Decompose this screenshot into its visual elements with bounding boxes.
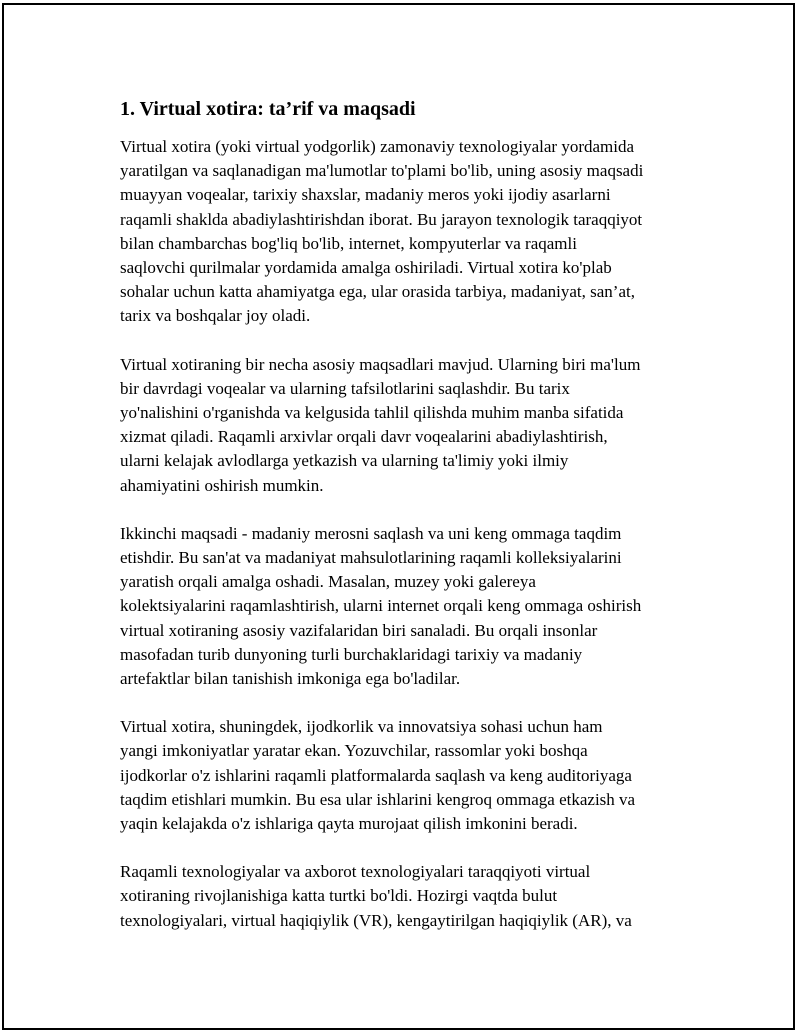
text-line: bilan chambarchas bog'liq bo'lib, internet, kompyuterlar va raqamli [120,233,577,253]
text-line: yaqin kelajakda o'z ishlariga qayta murojaat qilish imkonini beradi. [120,814,578,834]
text-line: virtual xotiraning asosiy vazifalaridan biri sanaladi. Bu orqali insonlar [120,620,598,640]
paragraph-definition [120,135,700,329]
text-line: etishdir. Bu san'at va madaniyat mahsulotlarining raqamli kolleksiyalarini [120,548,622,568]
text-line: saqlovchi qurilmalar yordamida amalga oshiriladi. Virtual xotira ko'plab [120,258,612,278]
text-line: Ikkinchi maqsadi - madaniy merosni saqlash va uni keng ommaga taqdim [120,523,622,543]
text-line: taqdim etishlari mumkin. Bu esa ular ishlarini kengroq ommaga etkazish va [120,789,636,809]
text-line: raqamli shaklda abadiylashtirishdan iborat. Bu jarayon texnologik taraqqiyot [120,209,643,229]
text-line: Virtual xotira (yoki virtual yodgorlik) zamonaviy texnologiyalar yordamida [120,137,635,156]
paragraph-creativity [120,715,700,836]
text-line: xotiraning rivojlanishiga katta turtki bo'ldi. Hozirgi vaqtda bulut [120,886,558,906]
text-line: ahamiyatini oshirish mumkin. [120,475,324,495]
text-line: ijodkorlar o'z ishlarini raqamli platformalarda saqlash va keng auditoriyaga [120,765,632,785]
text-line: Raqamli texnologiyalar va axborot texnologiyalari taraqqiyoti virtual [120,862,591,882]
text-line: kolektsiyalarini raqamlashtirish, ularni internet orqali keng ommaga oshirish [120,596,642,616]
text-line: Virtual xotira, shuningdek, ijodkorlik va innovatsiya sohasi uchun ham [120,717,603,737]
text-line: texnologiyalari, virtual haqiqiylik (VR), kengaytirilgan haqiqiylik (AR), va [120,910,632,930]
document-page [2,3,795,1030]
text-line: masofadan turib dunyoning turli burchaklaridagi tarixiy va madaniy [120,644,583,664]
document-content [120,95,700,957]
paragraph-cultural-heritage [120,522,700,691]
text-line: artefaktlar bilan tanishish imkoniga ega bo'ladilar. [120,669,461,689]
text-line: yaratilgan va saqlanadigan ma'lumotlar to'plami bo'lib, uning asosiy maqsadi [120,161,644,181]
text-line: yo'nalishini o'rganishda va kelgusida tahlil qilishda muhim manba sifatida [120,403,624,423]
text-line: bir davrdagi voqealar va ularning tafsilotlarini saqlashdir. Bu tarix [120,378,570,398]
text-line: tarix va boshqalar joy oladi. [120,306,311,326]
text-line: yangi imkoniyatlar yaratar ekan. Yozuvchilar, rassomlar yoki boshqa [120,741,588,761]
text-line: muayyan voqealar, tarixiy shaxslar, madaniy meros yoki ijodiy asarlarni [120,185,611,205]
text-line: yaratish orqali amalga oshadi. Masalan, muzey yoki galereya [120,572,536,592]
paragraph-technology [120,860,700,933]
paragraph-goals [120,353,700,498]
text-line: sohalar uchun katta ahamiyatga ega, ular orasida tarbiya, madaniyat, san’at, [120,282,635,302]
text-line: Virtual xotiraning bir necha asosiy maqsadlari mavjud. Ularning biri ma'lum [120,354,641,374]
section-heading: 1. Virtual xotira: ta’rif va maqsadi [120,98,416,120]
text-line: xizmat qiladi. Raqamli arxivlar orqali davr voqealarini abadiylashtirish, [120,427,608,447]
text-line: ularni kelajak avlodlarga yetkazish va ularning ta'limiy yoki ilmiy [120,451,569,471]
